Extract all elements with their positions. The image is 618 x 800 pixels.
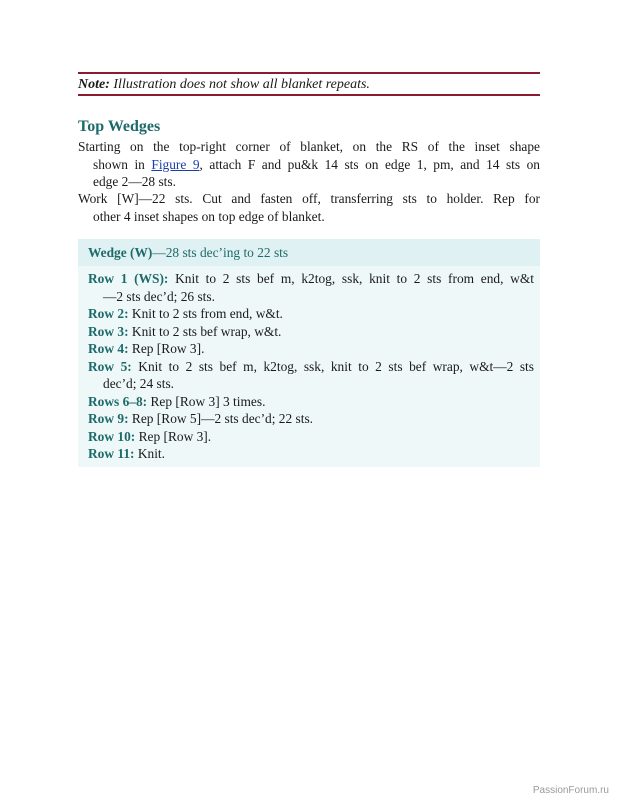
row-label: Row 5: — [88, 358, 132, 374]
note-label: Note: — [78, 77, 110, 92]
row-label: Row 11: — [88, 446, 135, 461]
row-label: Row 10: — [88, 428, 136, 444]
row-1 — [88, 270, 534, 288]
row-text: Rep [Row 3]. — [135, 428, 212, 444]
row-text: Knit to 2 sts from end, w&t. — [128, 306, 283, 321]
note-bar — [78, 72, 540, 96]
note-text — [78, 77, 370, 93]
wedge-rows — [88, 270, 534, 463]
row-3 — [88, 323, 534, 341]
figure-9-link[interactable]: Figure 9 — [151, 156, 200, 172]
row-label: Row 3: — [88, 323, 129, 339]
paragraph-text: shown in — [93, 156, 152, 172]
paragraph-line: Work [W]—22 sts. Cut and fasten off, transferring sts to holder. Rep for — [78, 191, 540, 206]
paragraph-line: edge 2—28 sts. — [93, 174, 176, 189]
row-5 — [88, 358, 534, 376]
row-text: Rep [Row 5]—2 sts dec’d; 22 sts. — [128, 411, 314, 426]
note-body: Illustration does not show all blanket repeats. — [109, 77, 370, 92]
row-2 — [88, 305, 534, 323]
row-1-cont: —2 sts dec’d; 26 sts. — [103, 288, 215, 304]
paragraph-line: other 4 inset shapes on top edge of blanket. — [93, 208, 325, 224]
wedge-header — [78, 239, 540, 266]
row-text: Knit to 2 sts bef wrap, w&t. — [128, 323, 282, 339]
row-label: Row 9: — [88, 411, 129, 426]
wedge-instructions-box — [78, 239, 540, 467]
row-label: Row 4: — [88, 341, 129, 356]
row-text: Knit. — [134, 446, 166, 461]
row-11 — [88, 445, 534, 463]
paragraph-work — [78, 190, 540, 225]
row-label: Row 2: — [88, 306, 129, 321]
wedge-title-label: Wedge (W) — [88, 245, 153, 260]
row-text: Knit to 2 sts bef m, k2tog, ssk, knit to 2 sts bef wrap, w&t—2 sts — [131, 358, 534, 374]
row-9 — [88, 410, 534, 428]
paragraph-line: Starting on the top-right corner of blanket, on the RS of the inset shape — [78, 139, 540, 154]
row-text: Rep [Row 3] 3 times. — [147, 393, 266, 409]
row-text: Knit to 2 sts bef m, k2tog, ssk, knit to 2 sts from end, w&t — [168, 271, 534, 286]
paragraph-text: , attach F and pu&k 14 sts on edge 1, pm, and 14 sts on — [199, 156, 540, 172]
row-label: Rows 6–8: — [88, 393, 148, 409]
section-title: Top Wedges — [78, 118, 161, 135]
wedge-subtitle: —28 sts dec’ing to 22 sts — [152, 245, 289, 260]
row-10 — [88, 428, 534, 446]
row-5-cont: dec’d; 24 sts. — [103, 376, 175, 391]
row-label: Row 1 (WS): — [88, 271, 169, 286]
paragraph-line — [78, 156, 540, 174]
rows-6-8 — [88, 393, 534, 411]
watermark: PassionForum.ru — [532, 785, 609, 796]
row-text: Rep [Row 3]. — [128, 341, 205, 356]
paragraph-starting — [78, 138, 540, 191]
wedge-title — [88, 244, 288, 261]
row-4 — [88, 340, 534, 358]
